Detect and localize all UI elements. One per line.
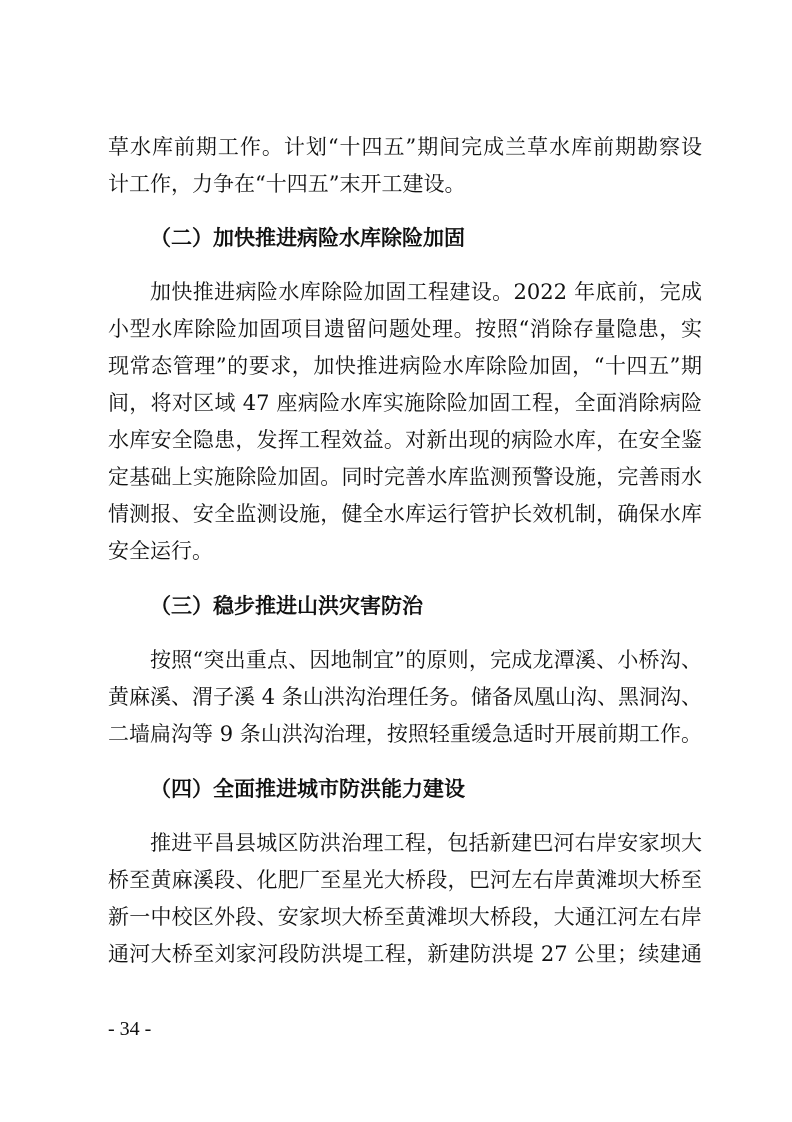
paragraph-line: 间，将对区域 47 座病险水库实施除险加固工程，全面消除病险 <box>108 391 702 415</box>
paragraph-line: 加快推进病险水库除险加固工程建设。2022 年底前，完成 <box>150 280 702 304</box>
paragraph-line: 小型水库除险加固项目遗留问题处理。按照“消除存量隐患，实 <box>108 317 702 341</box>
paragraph-line: 现常态管理”的要求，加快推进病险水库除险加固，“十四五”期 <box>108 354 702 378</box>
paragraph-line: 通河大桥至刘家河段防洪堤工程，新建防洪堤 27 公里；续建通 <box>108 942 702 966</box>
paragraph-line: 水库安全隐患，发挥工程效益。对新出现的病险水库，在安全鉴 <box>108 428 702 452</box>
paragraph-line: 安全运行。 <box>108 539 213 563</box>
paragraph-line: 桥至黄麻溪段、化肥厂至星光大桥段，巴河左右岸黄滩坝大桥至 <box>108 868 702 892</box>
paragraph-line: 定基础上实施除险加固。同时完善水库监测预警设施，完善雨水 <box>108 465 702 489</box>
paragraph-line: 黄麻溪、渭子溪 4 条山洪沟治理任务。储备凤凰山沟、黑洞沟、 <box>108 685 702 709</box>
paragraph-line: 新一中校区外段、安家坝大桥至黄滩坝大桥段，大通江河左右岸 <box>108 905 702 929</box>
paragraph-line: 按照“突出重点、因地制宜”的原则，完成龙潭溪、小桥沟、 <box>150 648 702 672</box>
paragraph-line: 计工作，力争在“十四五”末开工建设。 <box>108 172 466 196</box>
paragraph-line: 二墙扁沟等 9 条山洪沟治理，按照轻重缓急适时开展前期工作。 <box>108 722 702 746</box>
paragraph-line: 推进平昌县城区防洪治理工程，包括新建巴河右岸安家坝大 <box>150 831 702 855</box>
paragraph-line: 情测报、安全监测设施，健全水库运行管护长效机制，确保水库 <box>108 502 702 526</box>
page-number: - 34 - <box>108 1018 152 1040</box>
section-heading-4: （四）全面推进城市防洪能力建设 <box>150 777 465 801</box>
section-heading-3: （三）稳步推进山洪灾害防治 <box>150 594 423 618</box>
paragraph-line: 草水库前期工作。计划“十四五”期间完成兰草水库前期勘察设 <box>108 135 702 159</box>
section-heading-2: （二）加快推进病险水库除险加固 <box>150 226 465 250</box>
